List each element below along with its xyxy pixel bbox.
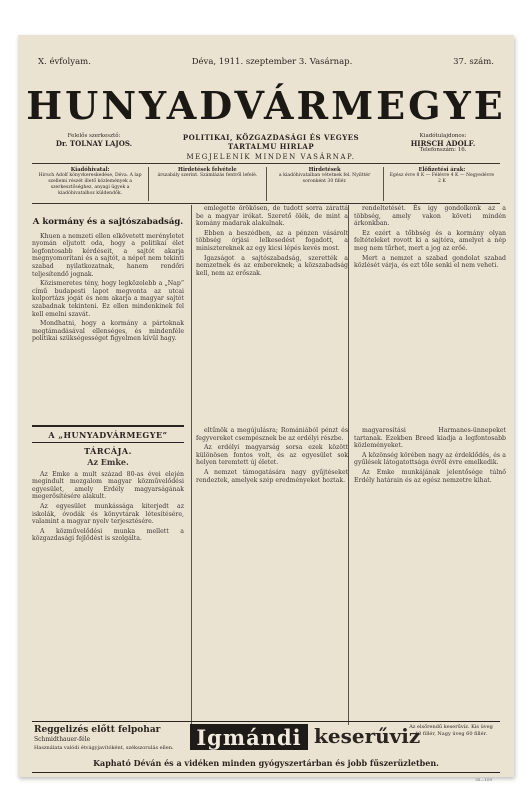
volume-label: X. évfolyam. xyxy=(38,57,91,67)
paragraph: A közönség körében nagy az érdeklődés, és a gyűlések látogatottsága évről évre emelkedik. xyxy=(354,451,506,467)
divider xyxy=(32,163,500,164)
paragraph: Mert a nemzet a szabad gondolat szabad közlését várja, és ezt tőle senki el nem veheti. xyxy=(354,254,506,270)
advertisement xyxy=(32,721,500,773)
info-text: Hirsch Adolf könyvkereskedése, Déva. A lap szellemi részét illető közlemények a szerkesztőséghez, anyagi ügyek a kiadóhivatalhoz küldendők. xyxy=(38,173,142,196)
paragraph: Ez ezért a tőbbség és a kormány olyan feltételeket rovott ki a sajtóra, amelyet a nép meg nem tűrhet, mert a jog az erőé. xyxy=(354,229,506,252)
paragraph: Mondhatni, hogy a kormány a pártoknak megtámadásával ellenséges, és mindenféle politikai szükségességet figyelmen kívül hagy. xyxy=(32,320,184,343)
article-headline: A kormány és a sajtószabadság. xyxy=(32,217,184,227)
ad-left xyxy=(34,725,184,752)
ad-availability: Kapható Déván és a vidéken minden gyógyszertárban és jobb fűszerüzletben. xyxy=(93,758,439,768)
publisher-block xyxy=(388,133,498,154)
ad-code: 35—109 xyxy=(475,777,492,782)
info-col-ads xyxy=(149,167,266,201)
paragraph: Közismeretes tény, hogy legközelebb a „Nap” című budapesti lapot megvonta az utcai kolportázs jogát és nem akarja a magyar sajtót szabadnak tekinteni. Ez ellen mindenkinek fel kell emelni szavát. xyxy=(32,280,184,318)
paragraph: A közművelődési munka mellett a közgazdasági fejlődést is szolgálta. xyxy=(32,527,184,543)
feuilleton-col-3 xyxy=(354,427,506,486)
editor-name: Dr. TOLNAY LAJOS. xyxy=(55,139,133,148)
phone: Telefonszám: 16. xyxy=(419,147,467,153)
paragraph: A nemzet támogatására nagy gyűjtéseket rendeztek, amelyek szép eredményeket hoztak. xyxy=(196,468,348,484)
issue-line xyxy=(38,57,494,71)
editor-block xyxy=(34,133,154,147)
issue-number: 37. szám. xyxy=(453,57,494,67)
feuilleton-col-1 xyxy=(32,455,184,545)
newspaper-page xyxy=(18,35,514,782)
paragraph: Az erdélyi magyarság sorsa ezek között különösen fontos volt, és az egyesület sok helyen teremtett új életet. xyxy=(196,444,348,467)
feuilleton-col-2 xyxy=(196,427,348,486)
paragraph: Az Emke a mult század 80-as évei elején megindult mozgalom magyar közművelődési egyesület, amely Erdély magyarságának megerősítésére alakult. xyxy=(32,470,184,501)
paragraph: Az Emke munkájának jelentősége túlnő Erdély határain és az egész nemzetre kihat. xyxy=(354,468,506,484)
divider xyxy=(32,203,500,204)
info-col-office xyxy=(32,167,149,201)
igmandi-logo: Igmándi xyxy=(190,724,308,750)
ad-product: keserűviz xyxy=(314,724,421,748)
masthead-subrow xyxy=(34,133,498,161)
subtitle-block xyxy=(164,133,378,161)
date-line: Déva, 1911. szeptember 3. Vasárnap. xyxy=(191,57,353,67)
body-columns xyxy=(32,205,506,782)
editor-label: Felelős szerkesztő: xyxy=(67,133,121,139)
paragraph: Az egyesület munkássága kiterjedt az iskolák, óvodák és könyvtárak létesítésére, valamint a magyar nyelv terjesztésére. xyxy=(32,502,184,526)
paragraph: rendeltetését. És igy gondolkonk az a többség, amely vakon követi mindén árkonkban. xyxy=(354,205,506,228)
ad-title: Reggelizés előtt felpohar xyxy=(34,725,161,735)
publisher-label: Kiadótulajdonos: xyxy=(419,133,467,139)
column-2 xyxy=(196,205,348,279)
feuilleton-title: Az Emke. xyxy=(87,457,129,467)
info-text: Egész évre 8 K — Félévre 4 K — Negyedévre 2 K xyxy=(389,173,495,184)
paragraph: emlegette örökösen, de tudott sorra zárattá be a magyar irókat. Szerető ölék, de mint a komány madarak alakulnak. xyxy=(196,205,348,228)
ad-subtitle: Schmidthauer-féle xyxy=(34,736,91,743)
paragraph: Ebben a beszédben, az a pénzen vásárolt többség órjási lelkesedést fogadott, a minisztereknek az egy kicsi lépés kevés most. xyxy=(196,229,348,252)
paragraph: eltűnök a megújulásra; Romániából pénzt és fegyvereket csempésznek be az erdélyi részbe. xyxy=(196,427,348,442)
paragraph: magyarosítási Harmanes-ünnepeket tartanak. Ezekben Breed kiadja a legfontosabb közleményeket. xyxy=(354,427,506,450)
subtitle: POLITIKAI, KÖZGAZDASÁGI ÉS VEGYES TARTALMU HIRLAP xyxy=(182,133,360,151)
info-text: a kiadóhivatalban vétetnek fel. Nyilttér soronként 30 fillér. xyxy=(278,173,371,184)
column-1 xyxy=(32,205,184,345)
paragraph: Khuen a nemzeti ellen elkövetett merényletet nyomán eljutott oda, hogy a politikai élet legfontosabb kérdéseit, a sajtót akarja megnyomorítani és a sajtót, a népet nem tekinti szabad nyilatkozatnak, hanem rendőri teljesítendő jognak. xyxy=(32,232,184,278)
info-head: Hirdetések xyxy=(308,167,341,173)
newspaper-title: HUNYADVÁRMEGYE xyxy=(26,83,506,128)
paragraph: Igazságot a sajtószabadság, szerették a nemzetnek és az embereknek; a közszabadság kell, nem az erőszak. xyxy=(196,254,348,277)
info-col-notices xyxy=(267,167,384,201)
publisher-name: HIRSCH ADOLF. xyxy=(410,139,476,148)
feuilleton-bar: A „HUNYADVÁRMEGYE” TÁRCÁJA. xyxy=(32,425,184,443)
column-rule xyxy=(191,205,192,725)
info-col-prices xyxy=(384,167,500,201)
column-rule xyxy=(348,205,349,725)
info-row xyxy=(32,167,500,201)
info-head: Hirdetések felvétele xyxy=(178,167,237,173)
info-text: árszabály szerint. Számlázás fentről lefelé. xyxy=(157,173,258,178)
info-head: Előfizetési árak: xyxy=(418,167,466,173)
frequency: MEGJELENIK MINDEN VASÁRNAP. xyxy=(186,153,356,161)
ad-right: Az elsőrendű keserűvíz. Kis üveg 40 fillér, Nagy üveg 60 fillér. xyxy=(409,724,493,737)
column-3 xyxy=(354,205,506,272)
info-head: Kiadóhivatal: xyxy=(70,167,110,173)
ad-text: Használata valódi étvágyjavítóként, székszorulás ellen. xyxy=(34,745,174,751)
